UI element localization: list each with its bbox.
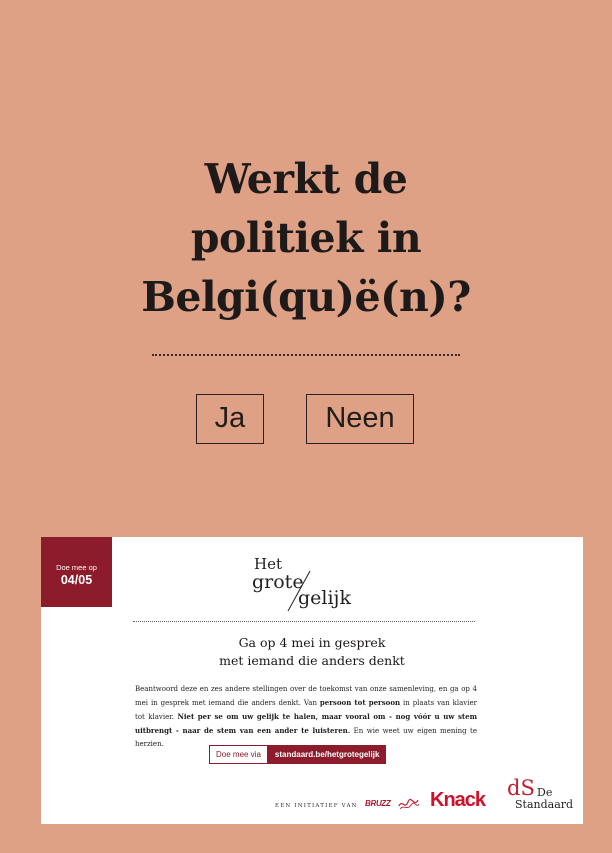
body-bold-1: persoon tot persoon <box>319 698 401 707</box>
dotted-divider <box>152 354 460 356</box>
card-body-text <box>135 683 477 751</box>
de-standaard-logo <box>507 776 574 813</box>
headline-line-2: politiek in <box>190 214 422 262</box>
date-badge <box>41 537 112 607</box>
answer-yes-button[interactable]: Ja <box>196 394 264 444</box>
headline <box>0 150 612 327</box>
initiative-label: EEN INITIATIEF VAN <box>275 803 358 809</box>
headline-line-1: Werkt de <box>204 155 408 203</box>
logo-slash-icon <box>284 569 314 613</box>
info-card <box>41 537 583 824</box>
answer-no-button[interactable]: Neen <box>306 394 414 444</box>
headline-line-3: Belgi(qu)ë(n)? <box>141 273 471 321</box>
date-badge-label: Doe mee op <box>56 563 97 572</box>
cta-url[interactable]: standaard.be/hetgrotegelijk <box>268 745 386 764</box>
logo-gelijk: gelijk <box>298 587 351 609</box>
cta-label[interactable]: Doe mee via <box>209 745 268 764</box>
date-badge-date: 04/05 <box>60 573 93 587</box>
bruzz-logo: BRUZZ <box>365 799 391 808</box>
knack-logo: Knack <box>430 789 486 811</box>
card-heading <box>41 634 583 670</box>
ds-mark: dS <box>507 776 535 800</box>
card-heading-line-2: met iemand die anders denkt <box>219 653 405 668</box>
body-bold-2: Niet per se om uw gelijk te halen, maar vooral om - nog vóór u uw stem uitbrengt - naar de stem van een ander te luisteren. <box>135 712 477 735</box>
body-part-2: in plaats van klavier tot klavier. <box>135 699 477 721</box>
body-part-3: En wie weet uw eigen mening te herzien. <box>135 727 477 748</box>
ds-name: Standaard <box>515 798 574 811</box>
cta-link[interactable] <box>209 745 386 764</box>
logo-het: Het <box>254 555 282 573</box>
het-grote-gelijk-logo <box>246 555 366 611</box>
partner-scribble-logo-icon <box>397 796 421 812</box>
card-heading-line-1: Ga op 4 mei in gesprek <box>238 635 386 650</box>
logo-grote: grote <box>252 571 304 593</box>
ds-de: De <box>537 786 553 799</box>
card-dotted-divider <box>133 621 475 622</box>
body-part-1: Beantwoord deze en zes andere stellingen over de toekomst van onze samenleving, en ga op 4 mei in gesprek met iemand die anders denkt. Van <box>135 685 477 707</box>
